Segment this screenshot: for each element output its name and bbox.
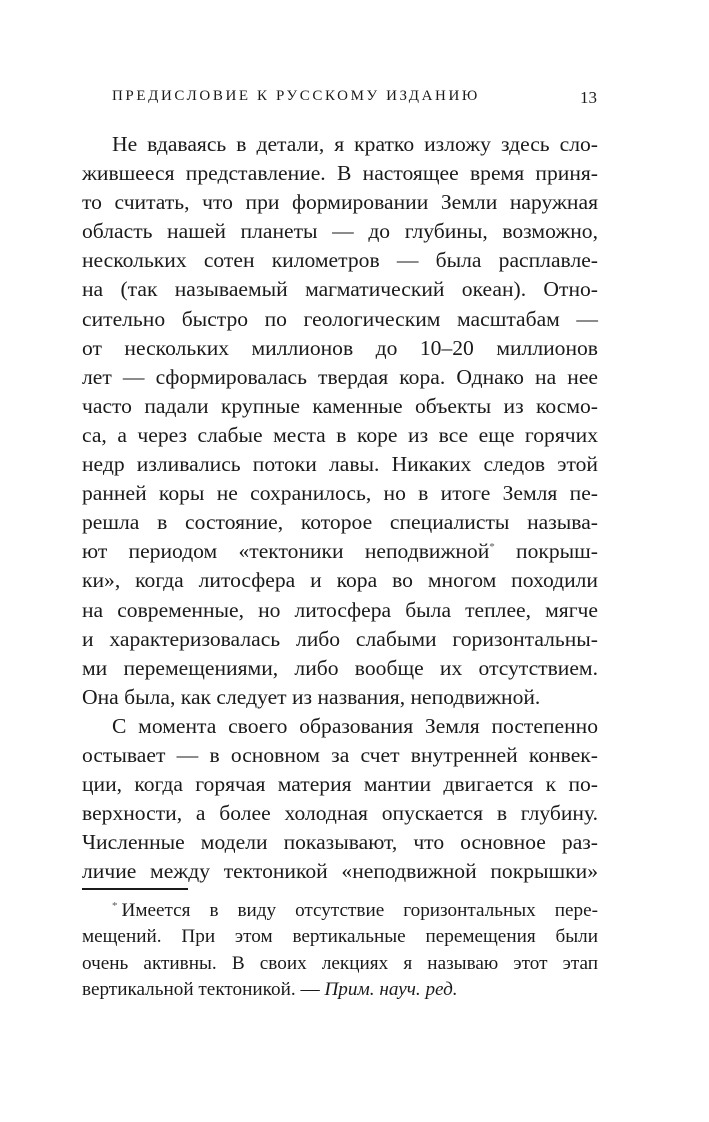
text-line: Численные модели показывают, что основное раз- bbox=[82, 830, 598, 855]
text-line: С момента своего образования Земля постепенно bbox=[112, 713, 598, 738]
footnote-marker: * bbox=[112, 899, 118, 912]
text-line: и характеризовалась либо слабыми горизонтальны- bbox=[82, 626, 598, 651]
text-line: нескольких сотен километров — была расплавле- bbox=[82, 248, 598, 273]
text-segment: ют периодом «тектоники неподвижной bbox=[82, 539, 490, 564]
text-line: Не вдаваясь в детали, я кратко изложу здесь сло- bbox=[112, 132, 598, 156]
text-line: сительно быстро по геологическим масштабам — bbox=[82, 306, 598, 331]
text-line: на современные, но литосфера была теплее, мягче bbox=[82, 597, 598, 622]
footnote-text: вертикальной тектоникой. — bbox=[82, 978, 320, 1000]
text-line: на (так называемый магматический океан). Отно- bbox=[82, 277, 598, 302]
text-line: лет — сформировалась твердая кора. Однако на нее bbox=[82, 364, 598, 389]
footnote-line: мещений. При этом вертикальные перемещения были bbox=[82, 926, 598, 948]
footnote-text: Имеется в виду отсутствие горизонтальных пере- bbox=[121, 900, 598, 921]
footnote-divider bbox=[82, 888, 188, 890]
footnote bbox=[82, 898, 598, 1003]
text-line: са, а через слабые места в коре из все еще горячих bbox=[82, 422, 598, 447]
text-line: от нескольких миллионов до 10–20 миллионов bbox=[82, 335, 598, 360]
footnote-marker: * bbox=[489, 541, 495, 554]
body-text bbox=[82, 130, 598, 886]
page-number: 13 bbox=[580, 88, 597, 107]
footnote-line bbox=[82, 898, 598, 924]
editor-note: Прим. науч. ред. bbox=[324, 978, 458, 1000]
text-line: личие между тектоникой «неподвижной покрышки» bbox=[82, 859, 598, 884]
text-line: решла в состояние, которое специалисты называ- bbox=[82, 510, 598, 535]
text-line: часто падали крупные каменные объекты из космо- bbox=[82, 393, 598, 418]
text-line: остывает — в основном за счет внутренней конвек- bbox=[82, 742, 598, 767]
text-segment: покрыш- bbox=[516, 539, 598, 564]
text-line: недр изливались потоки лавы. Никаких следов этой bbox=[82, 452, 598, 477]
text-line: верхности, а более холодная опускается в глубину. bbox=[82, 801, 598, 826]
text-line-with-note bbox=[82, 537, 598, 566]
text-line: область нашей планеты — до глубины, возможно, bbox=[82, 219, 598, 244]
text-line: то считать, что при формировании Земли наружная bbox=[82, 190, 598, 215]
text-line: ции, когда горячая материя мантии двигается к по- bbox=[82, 772, 598, 797]
text-line: Она была, как следует из названия, неподвижной. bbox=[82, 684, 541, 709]
text-line: ми перемещениями, либо вообще их отсутствием. bbox=[82, 655, 598, 680]
footnote-line: очень активны. В своих лекциях я называю этот этап bbox=[82, 952, 598, 974]
text-line: ки», когда литосфера и кора во многом походили bbox=[82, 568, 598, 593]
text-line: жившееся представление. В настоящее время приня- bbox=[82, 161, 598, 186]
text-line: ранней коры не сохранилось, но в итоге Земля пе- bbox=[82, 481, 598, 506]
running-title: ПРЕДИСЛОВИЕ К РУССКОМУ ИЗДАНИЮ bbox=[112, 88, 480, 104]
footnote-line bbox=[82, 977, 598, 1003]
